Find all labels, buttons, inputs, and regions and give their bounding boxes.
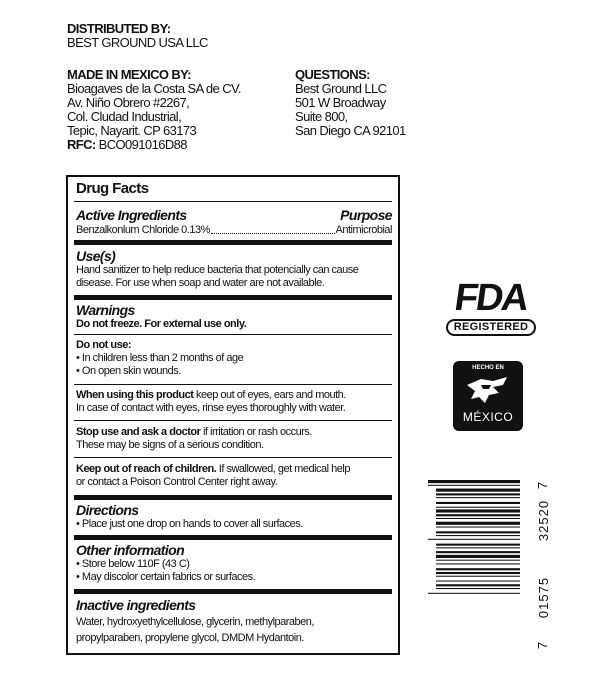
barcode-bar	[436, 509, 520, 512]
manufacturer-heading: MADE IN MEXICO BY:	[67, 67, 192, 82]
do-not-use-item: • On open skin wounds.	[76, 365, 181, 377]
barcode-bar	[428, 480, 520, 483]
warnings-line: Do not freeze. For external use only.	[76, 318, 247, 330]
barcode-bar	[436, 497, 520, 498]
uses-line: Hand sanitizer to help reduce bacteria that potencially can cause	[76, 264, 359, 276]
barcode-bar	[436, 547, 520, 548]
rfc-line	[67, 138, 241, 152]
barcode-bar	[436, 507, 520, 508]
distributor-block	[67, 22, 208, 50]
rfc-label: RFC:	[67, 137, 96, 152]
stop-use-text: if irritation or rash occurs.	[200, 426, 312, 438]
mexico-label: MÉXICO	[462, 410, 514, 424]
barcode-digit-last: 7	[535, 481, 551, 490]
barcode-bars	[428, 478, 551, 653]
barcode-bar	[436, 568, 520, 570]
warnings-heading: Warnings	[76, 302, 135, 318]
keep-out-text: If swallowed, get medical help	[216, 463, 350, 475]
keep-out-line2: or contact a Poison Control Center right away.	[76, 476, 278, 488]
when-using-label: When using this product	[76, 389, 194, 401]
hecho-en-mexico-logo	[453, 361, 523, 431]
barcode-bar	[436, 572, 520, 574]
fda-icon: FDA	[451, 277, 530, 319]
barcode-bar	[428, 593, 520, 594]
barcode-bar	[436, 535, 520, 536]
barcode-bar	[436, 518, 520, 519]
barcode-bar	[436, 563, 520, 564]
barcode-bar	[436, 531, 520, 533]
manufacturer-line: Col. Cludad Industrial,	[67, 109, 182, 124]
hecho-en-label: HECHO EN	[472, 365, 504, 371]
questions-line: San Diego CA 92101	[295, 123, 406, 138]
barcode-digit-group: 32520	[536, 499, 552, 542]
rfc-value: BCO091016D88	[98, 137, 187, 152]
other-info-heading: Other information	[76, 542, 185, 558]
other-info-item: • Store below 110F (43 C)	[76, 558, 190, 570]
barcode-bar	[436, 551, 520, 553]
eagle-icon	[463, 373, 513, 407]
questions-line: Best Ground LLC	[295, 81, 387, 96]
manufacturer-line: Av. Niño Obrero #2267,	[67, 95, 190, 110]
distributor-heading: DISTRIBUTED BY:	[67, 21, 171, 36]
manufacturer-block	[67, 68, 241, 152]
do-not-use-heading: Do not use:	[76, 339, 131, 351]
questions-block	[295, 68, 406, 138]
barcode-bar	[436, 502, 520, 504]
barcode-bar	[428, 485, 520, 486]
barcode-bar	[436, 576, 520, 577]
barcode-bar	[436, 527, 520, 528]
drug-facts-title: Drug Facts	[76, 180, 149, 197]
barcode-bar	[428, 539, 520, 540]
drug-facts-panel	[66, 175, 400, 655]
fda-registered-logo	[446, 279, 536, 335]
keep-out-label: Keep out of reach of children.	[76, 463, 217, 475]
barcode-bar	[436, 560, 520, 561]
barcode-bar	[436, 581, 520, 582]
purpose-value: Antimicrobial	[335, 224, 392, 236]
barcode-bar	[436, 555, 520, 558]
active-ingredients-heading: Active Ingredients	[76, 207, 187, 223]
inactive-ingredients-heading: Inactive ingredients	[76, 597, 196, 613]
barcode-bar	[436, 522, 520, 525]
barcode-bar	[436, 588, 520, 589]
directions-heading: Directions	[76, 502, 139, 518]
when-using-text: keep out of eyes, ears and mouth.	[193, 389, 346, 401]
stop-use-label: Stop use and ask a doctor	[76, 426, 201, 438]
inactive-line: Water, hydroxyethylcellulose, glycerin, methylparaben,	[76, 616, 314, 628]
questions-line: 501 W Broadway	[295, 95, 386, 110]
questions-heading: QUESTIONS:	[295, 67, 370, 82]
barcode-bar	[436, 584, 520, 586]
active-ingredient: Benzalkonlum Chloride 0.13%	[76, 224, 210, 236]
uses-heading: Use(s)	[76, 248, 116, 264]
other-info-item: • May discolor certain fabrics or surfaces.	[76, 571, 256, 583]
purpose-heading: Purpose	[340, 207, 392, 223]
uses-line: disease. For use when soap and water are not available.	[76, 277, 325, 289]
barcode-bar	[436, 489, 520, 492]
questions-line: Suite 800,	[295, 109, 348, 124]
do-not-use-item: • In children less than 2 months of age	[76, 352, 244, 364]
fda-registered-label: REGISTERED	[446, 319, 536, 336]
when-using-line2: In case of contact with eyes, rinse eyes thoroughly with water.	[76, 402, 346, 414]
manufacturer-line: Tepic, Nayarit. CP 63173	[67, 123, 197, 138]
distributor-name: BEST GROUND USA LLC	[67, 35, 208, 50]
dot-leader	[211, 224, 335, 234]
stop-use-line2: These may be signs of a serious condition.	[76, 439, 264, 451]
barcode-digit-group: 01575	[536, 576, 552, 619]
inactive-line: propylparaben, propylene glycol, DMDM Hydantoin.	[76, 632, 304, 644]
manufacturer-line: Bioagaves de la Costa SA de CV.	[67, 81, 241, 96]
upc-barcode	[428, 478, 552, 653]
barcode-digit-first: 7	[535, 641, 551, 650]
barcode-bar	[436, 544, 520, 546]
barcode-bar	[436, 514, 520, 516]
directions-line: • Place just one drop on hands to cover all surfaces.	[76, 518, 303, 530]
barcode-bar	[436, 493, 520, 495]
